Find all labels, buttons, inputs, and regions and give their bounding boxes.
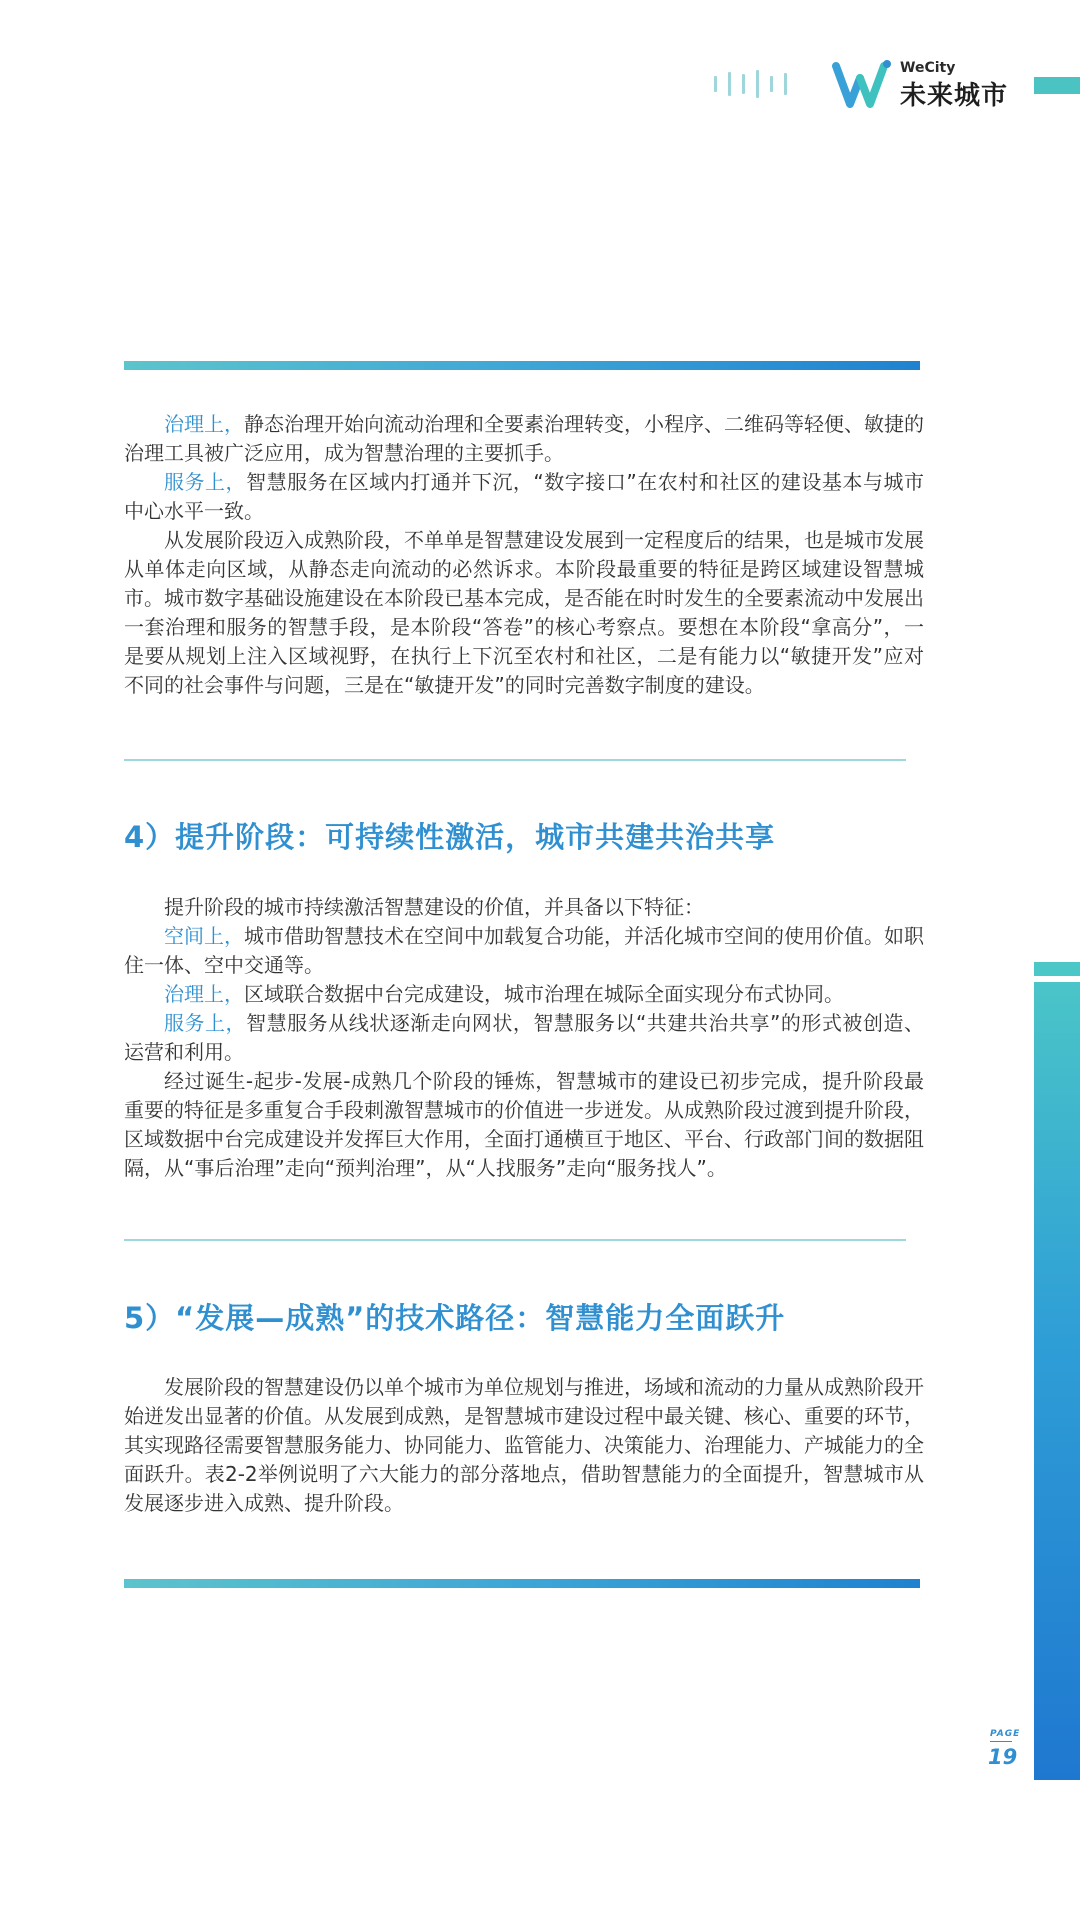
paragraph-tech-path: 发展阶段的智慧建设仍以单个城市为单位规划与推进，场域和流动的力量从成熟阶段开始迸发出显著的价值。从发展到成熟，是智慧城市建设过程中最关键、核心、重要的环节，其实现路径需要智慧服务能力、协同能力、监管能力、决策能力、治理能力、产城能力的全面跃升。表2-2举例说明了六大能力的部分落地点，借助智慧能力的全面提升，智慧城市从发展逐步进入成熟、提升阶段。 [124,1375,924,1515]
side-decoration-bar [1034,962,1080,1780]
divider-thin-1 [124,759,906,761]
divider-thick-bottom [124,1579,920,1588]
paragraph-space: 空间上，城市借助智慧技术在空间中加载复合功能，并活化城市空间的使用价值。如职住一体、空中交通等。 [124,924,924,977]
paragraph-maturity: 从发展阶段迈入成熟阶段，不单单是智慧建设发展到一定程度后的结果，也是城市发展从单体走向区域，从静态走向流动的必然诉求。本阶段最重要的特征是跨区域建设智慧城市。城市数字基础设施建设在本阶段已基本完成，是否能在时时发生的全要素流动中发展出一套治理和服务的智慧手段，是本阶段“答卷”的核心考察点。要想在本阶段“拿高分”，一是要从规划上注入区域视野，在执行上下沉至农村和社区，二是有能力以“敏捷开发”应对不同的社会事件与问题，三是在“敏捷开发”的同时完善数字制度的建设。 [124,528,924,697]
wecity-w-icon [832,58,894,108]
header-tick-marks [714,70,792,98]
section5-heading: 5）“发展—成熟”的技术路径：智慧能力全面跃升 [124,1301,786,1335]
paragraph-service: 服务上，智慧服务在区域内打通并下沉，“数字接口”在农村和社区的建设基本与城市中心水平一致。 [124,470,924,523]
page-label: PAGE [990,1729,1021,1739]
divider-thin-2 [124,1239,906,1241]
section4-heading: 4）提升阶段：可持续性激活，城市共建共治共享 [124,820,776,854]
section4-body [124,893,924,1183]
paragraph-intro: 提升阶段的城市持续激活智慧建设的价值，并具备以下特征： [164,895,704,919]
paragraph-service: 服务上，智慧服务从线状逐渐走向网状，智慧服务以“共建共治共享”的形式被创造、运营和利用。 [124,1011,924,1064]
section5-body [124,1373,924,1518]
section3-body [124,410,924,700]
paragraph-upgrade: 经过诞生-起步-发展-成熟几个阶段的锤炼，智慧城市的建设已初步完成，提升阶段最重要的特征是多重复合手段刺激智慧城市的价值进一步迸发。从成熟阶段过渡到提升阶段，区域数据中台完成建设并发挥巨大作用，全面打通横亘于地区、平台、行政部门间的数据阻隔，从“事后治理”走向“预判治理”，从“人找服务”走向“服务找人”。 [124,1069,924,1180]
logo-brand-small: WeCity [900,60,956,76]
header-edge-tab [1034,77,1080,94]
divider-thick-top [124,361,920,370]
page-label-rule [990,1741,1012,1742]
paragraph-governance: 治理上，区域联合数据中台完成建设，城市治理在城际全面实现分布式协同。 [164,982,844,1006]
page-number: 19 [988,1745,1018,1769]
logo-brand-main: 未来城市 [900,81,1009,111]
paragraph-governance: 治理上，静态治理开始向流动治理和全要素治理转变，小程序、二维码等轻便、敏捷的治理工具被广泛应用，成为智慧治理的主要抓手。 [124,412,924,465]
wecity-logo [832,58,1010,111]
